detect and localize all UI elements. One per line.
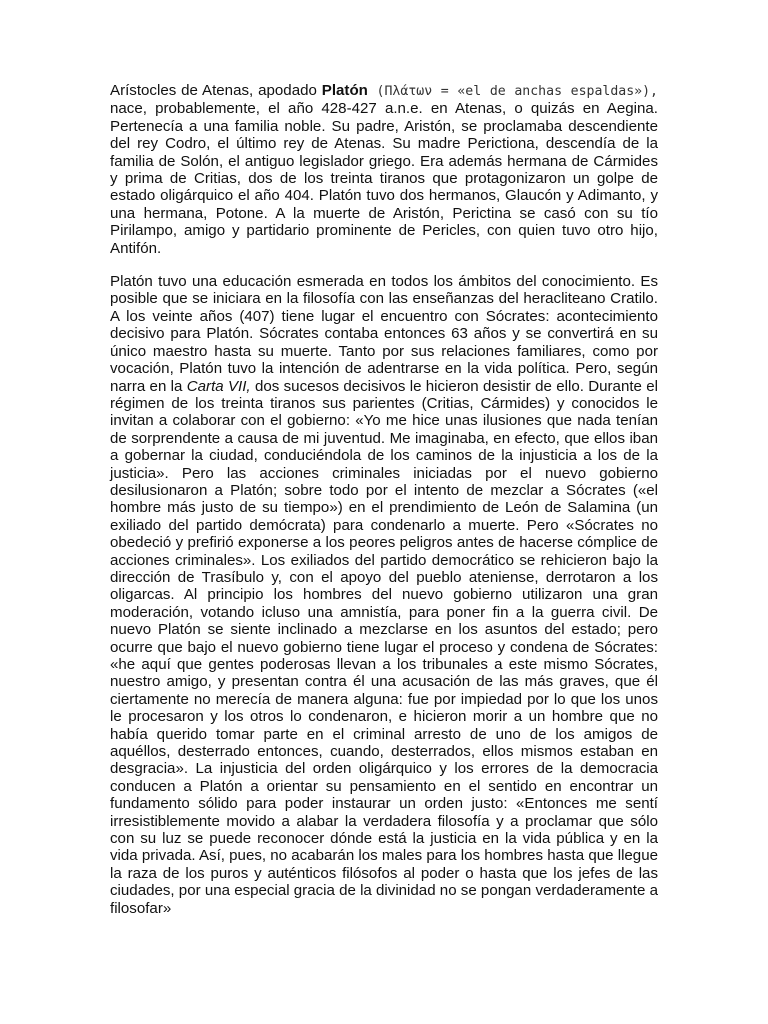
paragraph-biography	[110, 82, 658, 257]
document-page	[110, 82, 658, 917]
intro-text: Arístocles de Atenas, apodado	[110, 82, 322, 99]
greek-etymology: (Πλάτων = «el de anchas espaldas»),	[367, 84, 658, 99]
education-text-start: Platón tuvo una educación esmerada en todos los ámbitos del conocimiento. Es posible que se iniciara en la filosofía con las enseñanzas del heracliteano Cratilo. A los veinte años (407) tiene lugar el encuentro con Sócrates: acontecimiento decisivo para Platón. Sócrates contaba entonces 63 años y se convertirá en su único maestro hasta su muerte. Tanto por sus relaciones familiares, como por vocación, Platón tuvo la intención de adentrarse en la vida política. Pero, según narra en la	[110, 273, 658, 395]
biography-text: nace, probablemente, el año 428-427 a.n.e. en Atenas, o quizás en Aegina. Pertenecía a una familia noble. Su padre, Aristón, se proclamaba descendiente del rey Codro, el último rey de Atenas. Su madre Perictiona, descendía de la familia de Solón, el antiguo legislador griego. Era además hermana de Cármides y prima de Critias, dos de los treinta tiranos que protagonizaron un golpe de estado oligárquico el año 404. Platón tuvo dos hermanos, Glaucón y Adimanto, y una hermana, Potone. A la muerte de Aristón, Perictina se casó con su tío Pirilampo, amigo y partidario prominente de Pericles, con quien tuvo otro hijo, Antifón.	[110, 100, 658, 257]
education-text-end: dos sucesos decisivos le hicieron desistir de ello. Durante el régimen de los treinta tiranos sus parientes (Critias, Cármides) y conocidos le invitan a colaborar con el gobierno: «Yo me hice unas ilusiones que nada tenían de sorprendente a causa de mi juventud. Me imaginaba, en efecto, que ellos iban a gobernar la ciudad, conduciéndola de los caminos de la injusticia a los de la justicia». Pero las acciones criminales iniciadas por el nuevo gobierno desilusionaron a Platón; sobre todo por el intento de mezclar a Sócrates («el hombre más justo de su tiempo») en el prendimiento de León de Salamina (un exiliado del partido demócrata) para condenarlo a muerte. Pero «Sócrates no obedeció y prefirió exponerse a los peores peligros antes de hacerse cómplice de acciones criminales». Los exiliados del partido democrático se rehicieron bajo la dirección de Trasíbulo y, con el apoyo del pueblo ateniense, derrotaron a los oligarcas. Al principio los hombres del nuevo gobierno utilizaron una gran moderación, votando icluso una amnistía, para poner fin a la guerra civil. De nuevo Platón se siente inclinado a mezclarse en los asuntos del estado; pero ocurre que bajo el nuevo gobierno tiene lugar el proceso y condena de Sócrates: «he aquí que gentes poderosas llevan a los tribunales a este mismo Sócrates, nuestro amigo, y presentan contra él una acusación de las más graves, que él ciertamente no merecía de manera alguna: fue por impiedad por lo que los unos le procesaron y los otros lo condenaron, e hicieron morir a un hombre que no había querido tomar parte en el criminal arresto de uno de los amigos de aquéllos, desterrado entonces, cuando, desterrados, ellos mismos estaban en desgracia». La injusticia del orden oligárquico y los errores de la democracia conducen a Platón a orientar su pensamiento en el sentido en encontrar un fundamento sólido para poder instaurar un orden justo: «Entonces me sentí irresistiblemente movido a alabar la verdadera filosofía y a proclamar que sólo con su luz se puede reconocer dónde está la justicia en la vida pública y en la vida privada. Así, pues, no acabarán los males para los hombres hasta que llegue la raza de los puros y auténticos filósofos al poder o hasta que los jefes de las ciudades, por una especial gracia de la divinidad no se pongan verdaderamente a filosofar»	[110, 377, 658, 917]
work-title: Carta VII,	[186, 377, 251, 395]
paragraph-education	[110, 273, 658, 917]
plato-name: Platón	[321, 82, 368, 99]
